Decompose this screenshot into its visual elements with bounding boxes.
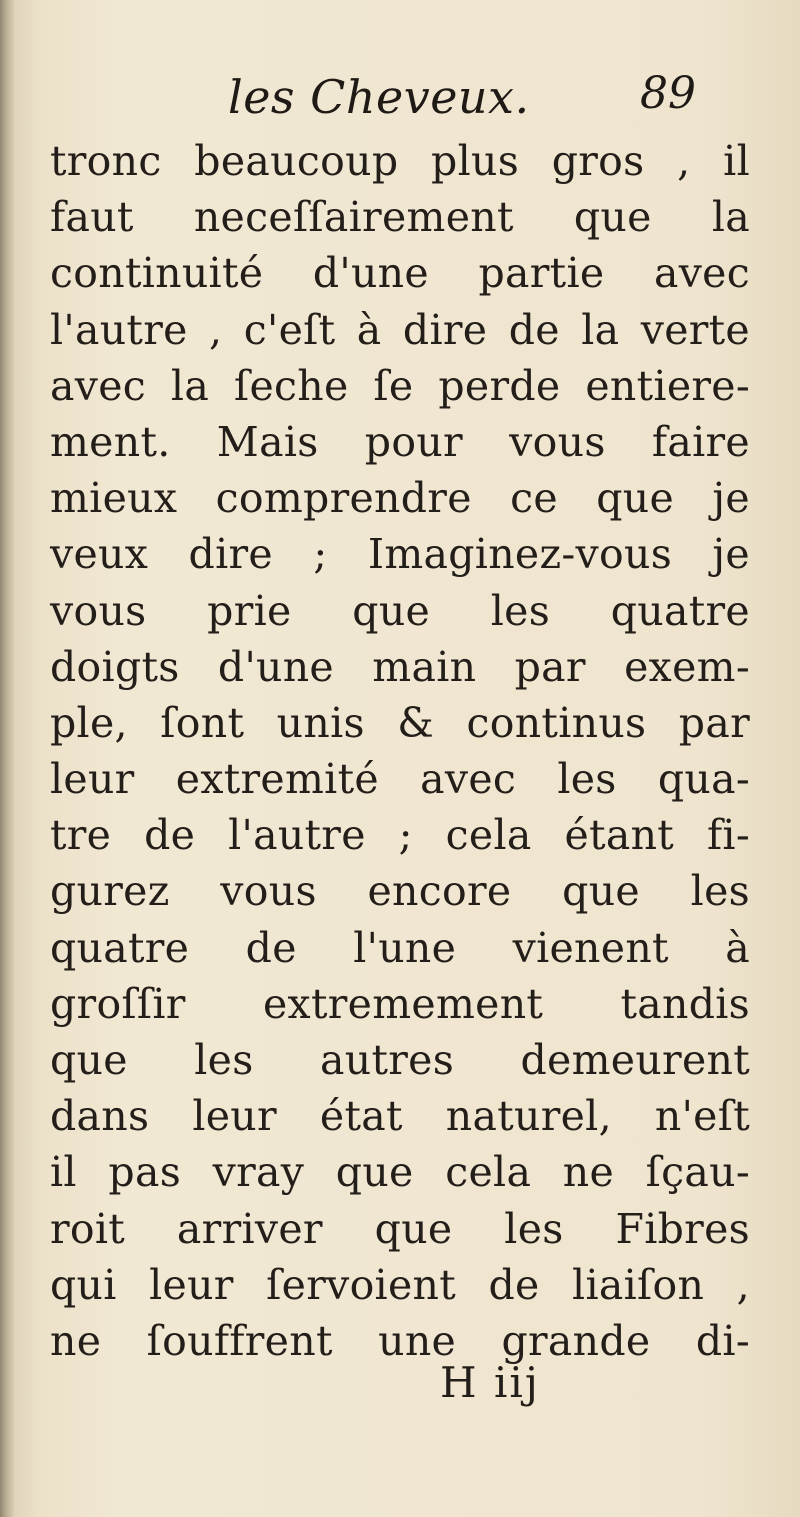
text-line: avec la ſeche ſe perde entiere- [50,361,750,410]
text-line: vous prie que les quatre [50,586,750,635]
text-line: faut neceſſairement que la [50,193,750,242]
text-line: l'autre , c'eſt à dire de la verte [50,305,750,354]
text-line: il pas vray que cela ne ſçau- [50,1148,750,1197]
running-title: les Cheveux. [228,70,530,124]
text-line: ne ſouffrent une grande di- [50,1316,750,1365]
text-line: quatre de l'une vienent à [50,923,750,972]
text-line: qui leur ſervoient de liaiſon , [50,1260,750,1309]
body-text [50,133,750,1369]
text-line: ment. Mais pour vous faire [50,417,750,466]
text-line: que les autres demeurent [50,1036,750,1084]
text-line: tronc beaucoup plus gros , il [50,137,750,185]
text-line: continuité d'une partie avec [50,249,750,298]
signature-mark: H iij [440,1358,540,1407]
text-line: gurez vous encore que les [50,867,750,916]
text-line: dans leur état naturel, n'eſt [50,1092,750,1141]
page-number: 89 [640,68,696,119]
text-line: doigts d'une main par exem- [50,642,750,691]
text-line: roit arriver que les Fibres [50,1204,750,1253]
text-line: ple, ſont unis & continus par [50,698,750,747]
text-line: leur extremité avec les qua- [50,755,750,804]
text-line: mieux comprendre ce que je [50,474,750,523]
page-header [0,62,800,142]
page-gutter [0,0,14,1517]
text-line: tre de l'autre ; cela étant fi- [50,811,750,860]
text-line: groſſir extremement tandis [50,979,750,1028]
text-line: veux dire ; Imaginez-vous je [50,530,750,579]
